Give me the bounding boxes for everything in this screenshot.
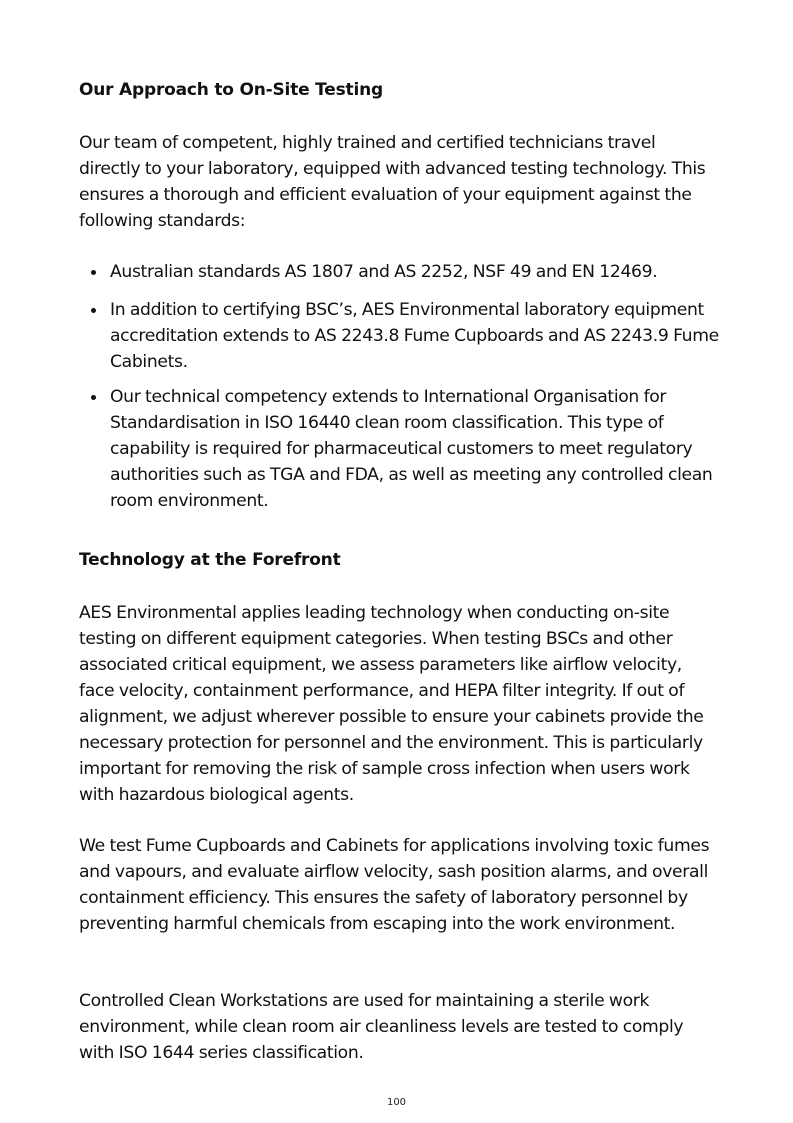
intro-paragraph: Our team of competent, highly trained and certified technicians travel directly to your laboratory, equipped with advanced testing technology. This ensures a thorough and efficient evaluation of your equipment against the following standards: xyxy=(79,133,706,231)
standards-bullet-list xyxy=(79,259,719,514)
page-number: 100 xyxy=(386,1097,407,1108)
technology-paragraph-3: Controlled Clean Workstations are used for maintaining a sterile work environment, while clean room air cleanliness levels are tested to comply with ISO 1644 series classification. xyxy=(79,991,684,1063)
list-item: Australian standards AS 1807 and AS 2252, NSF 49 and EN 12469. xyxy=(79,259,719,286)
section-heading-onsite-testing: Our Approach to On-Site Testing xyxy=(79,80,383,100)
section-heading-technology: Technology at the Forefront xyxy=(79,550,341,570)
list-item: In addition to certifying BSC’s, AES Environmental laboratory equipment accreditation extends to AS 2243.8 Fume Cupboards and AS 2243.9 Fume Cabinets. xyxy=(79,297,719,375)
list-item: Our technical competency extends to International Organisation for Standardisation in ISO 16440 clean room classification. This type of capability is required for pharmaceutical customers to meet regulatory authorities such as TGA and FDA, as well as meeting any controlled clean room environment. xyxy=(79,384,719,514)
technology-paragraph-1: AES Environmental applies leading technology when conducting on-site testing on different equipment categories. When testing BSCs and other associated critical equipment, we assess parameters like airflow velocity, face velocity, containment performance, and HEPA filter integrity. If out of alignment, we adjust wherever possible to ensure your cabinets provide the necessary protection for personnel and the environment. This is particularly important for removing the risk of sample cross infection when users work with hazardous biological agents. xyxy=(79,603,704,805)
technology-paragraph-2: We test Fume Cupboards and Cabinets for applications involving toxic fumes and vapours, and evaluate airflow velocity, sash position alarms, and overall containment efficiency. This ensures the safety of laboratory personnel by preventing harmful chemicals from escaping into the work environment. xyxy=(79,836,710,934)
